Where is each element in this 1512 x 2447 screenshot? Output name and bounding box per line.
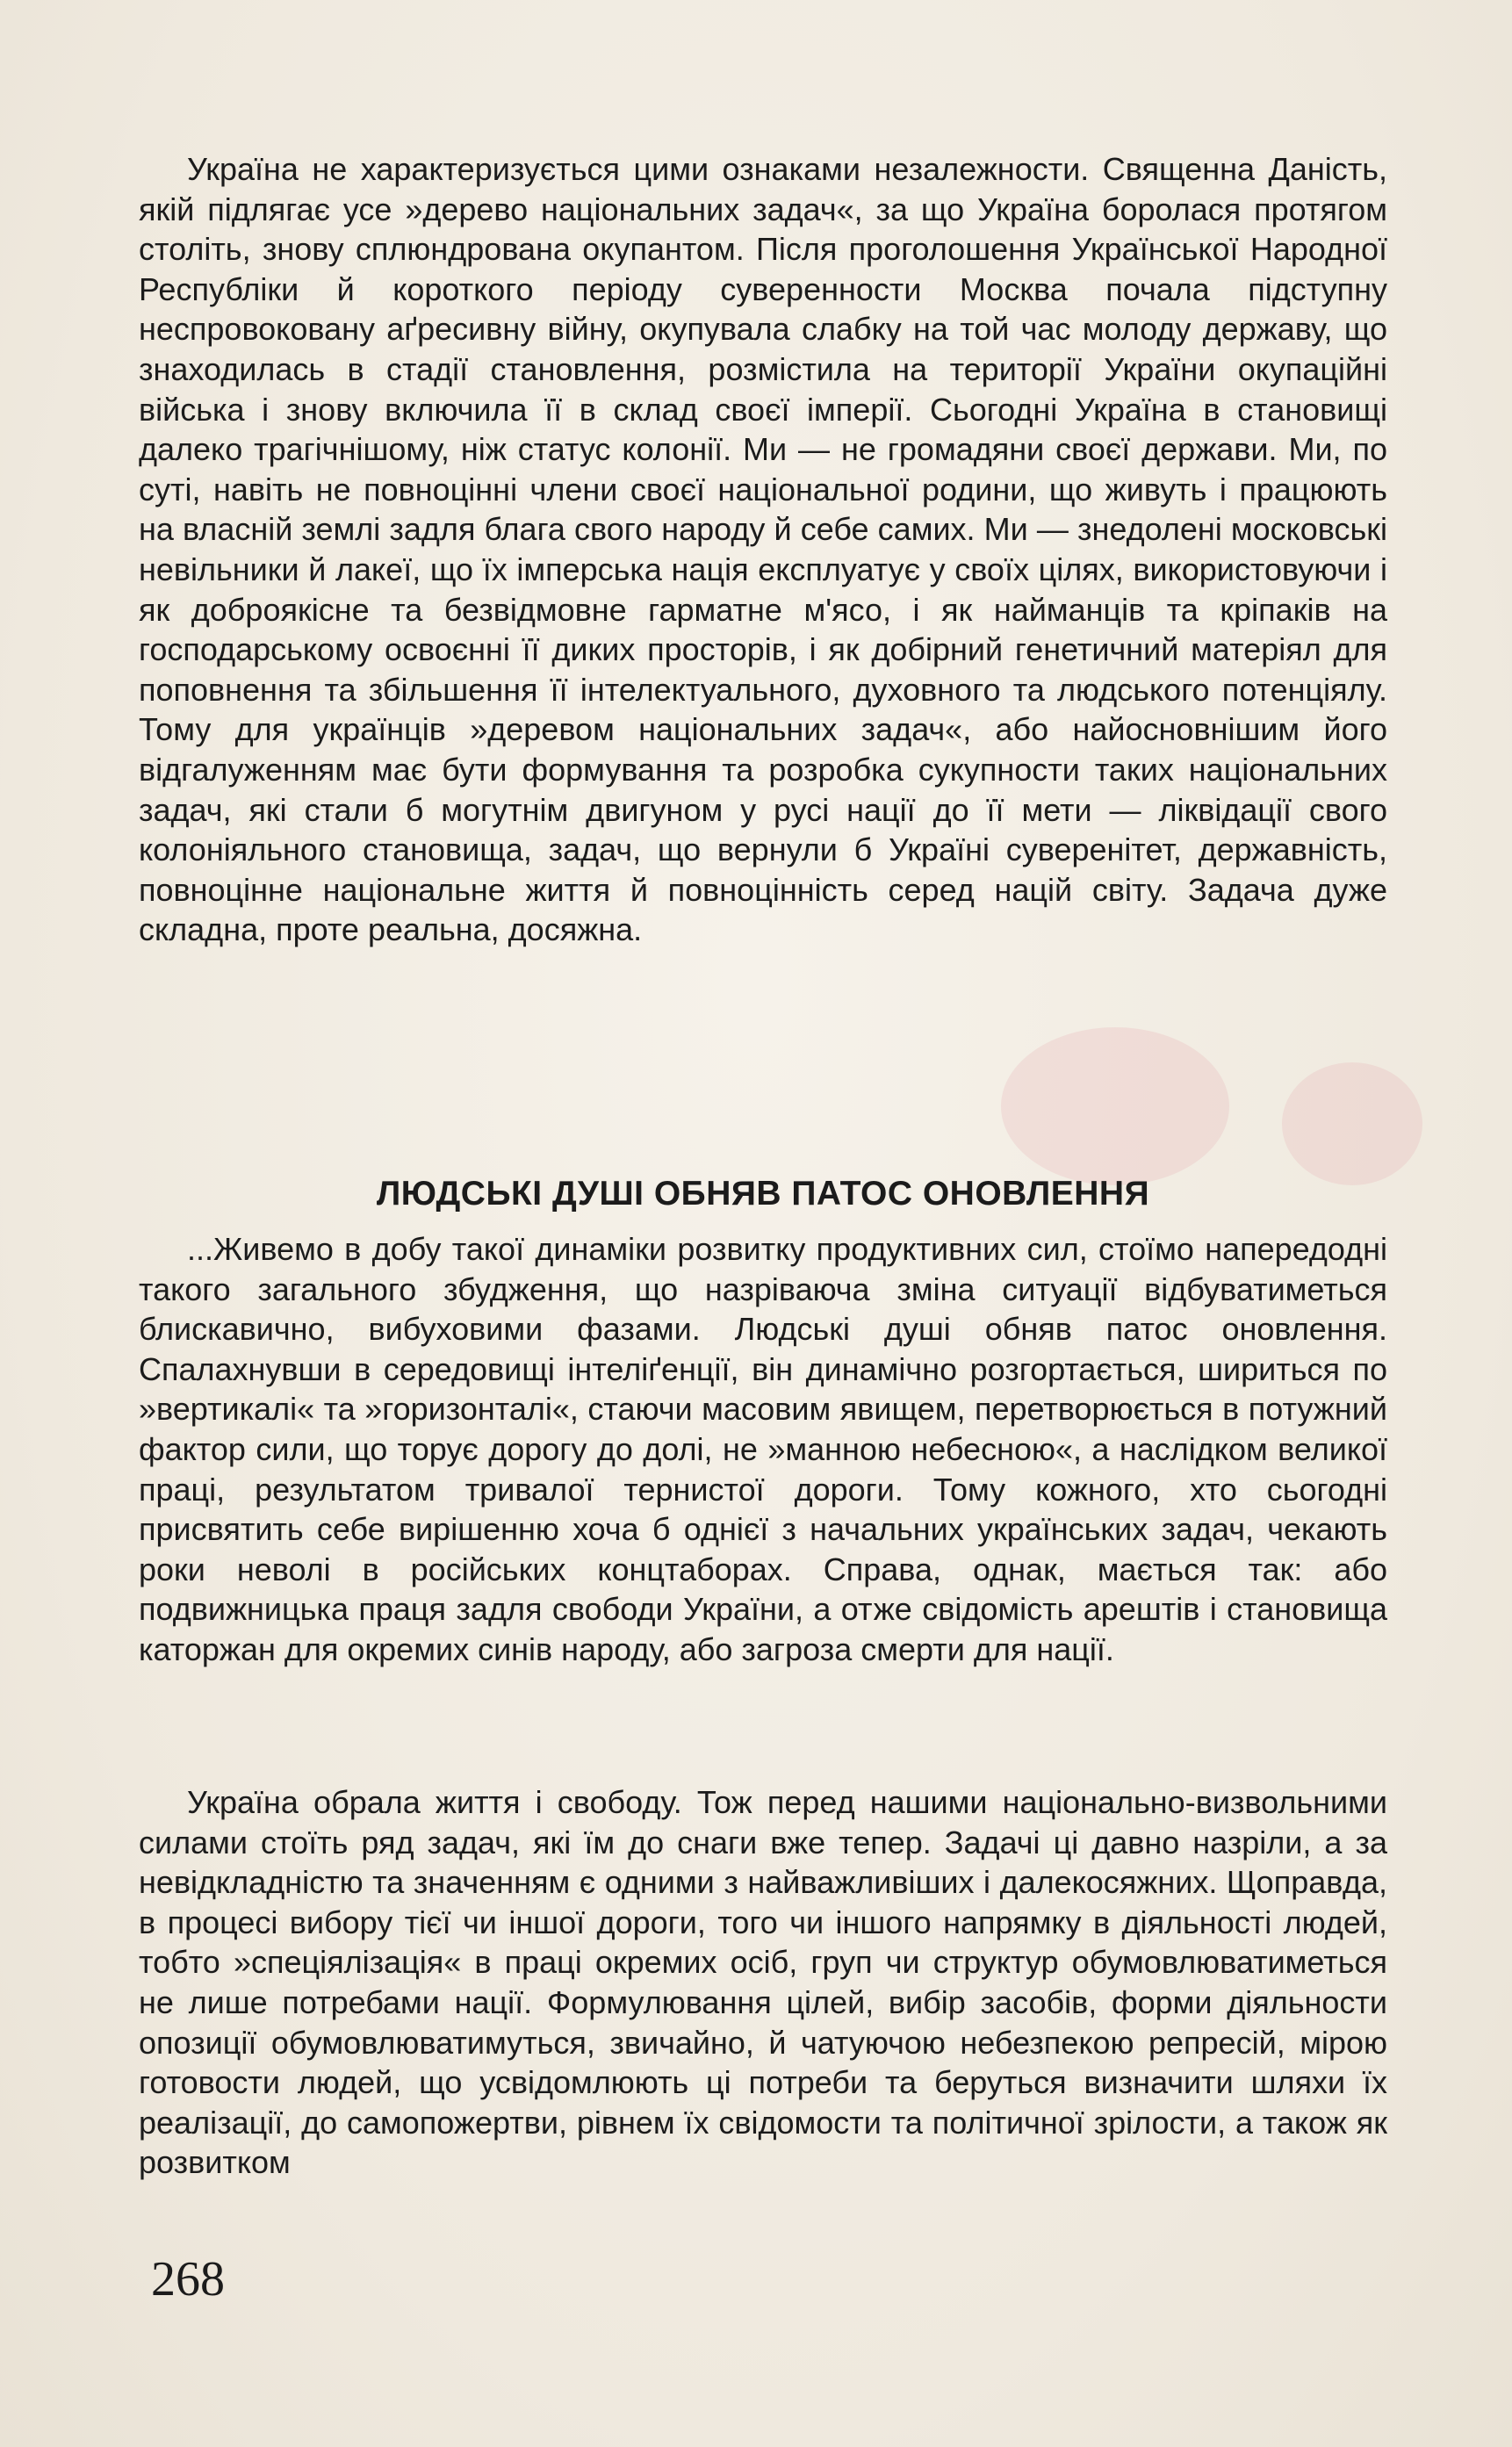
ink-stain [1001, 1027, 1229, 1185]
ink-stain [1282, 1062, 1422, 1185]
paragraph-renewal: ...Живемо в добу такої динаміки розвитку продуктивних сил, стоїмо напередодні такого загального збудження, що назріваюча зміна ситуації відбуватиметься блискавично, вибуховими фазами. Людські душі обняв патос оновлення. Спалахнувши в середовищі інтеліґенції, він динамічно розгортається, шириться по »вертикалі« та »горизонталі«, стаючи масовим явищем, перетворюється в потужний фактор сили, що торує дорогу до долі, не »манною небесною«, а наслідком великої праці, результатом тривалої тернистої дороги. Тому кожного, хто сьогодні присвятить себе вирішенню хоча б однієї з начальних українських задач, чекають роки неволі в російських концтаборах. Справа, однак, мається так: або подвижницька праця задля свободи України, а отже свідомість арештів і становища каторжан для окремих синів народу, або загроза смерти для нації. [139, 1231, 1387, 1667]
section-heading: ЛЮДСЬКІ ДУШІ ОБНЯВ ПАТОС ОНОВЛЕННЯ [376, 1175, 1150, 1213]
paragraph-choice: Україна обрала життя і свободу. Тож перед нашими національно-визвольними силами стоїть ряд задач, які їм до снаги вже тепер. Задачі ці давно назріли, а за невідкладністю та значенням є одними з найважливіших і далекосяжних. Щоправда, в процесі вибору тієї чи іншої дороги, того чи іншого напрямку в діяльності людей, тобто »спеціялізація« в праці окремих осіб, груп чи структур обумовлюватиметься не лише потребами нації. Формулювання цілей, вибір засобів, форми діяльности опозиції обумовлюватимуться, звичайно, й чатуючою небезпекою репресій, мірою готовости людей, що усвідомлюють ці потреби та беруться визначити шляхи їх реалізації, до самопожертви, рівнем їх свідомости та політичної зрілости, а також як розвитком [139, 1784, 1387, 2181]
page-number: 268 [151, 2252, 225, 2307]
paragraph-independence: Україна не характеризується цими ознаками незалежности. Священна Даність, якій підлягає усе »дерево національних задач«, за що Україна боролася протягом століть, знову сплюндрована окупантом. Після проголошення Української Народної Республіки й короткого періоду суверенности Москва почала підступну неспровоковану аґресивну війну, окупувала слабку на той час молоду державу, що знаходилась в стадії становлення, розмістила на території України окупаційні війська і знову включила її в склад своєї імперії. Сьогодні Україна в становищі далеко трагічнішому, ніж статус колонії. Ми — не громадяни своєї держави. Ми, по суті, навіть не повноцінні члени своєї національної родини, що живуть і працюють на власній землі задля блага свого народу й себе самих. Ми — знедолені московські невільники й лакеї, що їх імперська нація експлуатує у своїх цілях, використовуючи і як доброякісне та безвідмовне гарматне м'ясо, і як найманців та кріпаків на господарському освоєнні її диких просторів, і як добірний генетичний матеріял для поповнення та збільшення її інтелектуального, духовного та людського потенціялу. Тому для українців »деревом національних задач«, або найосновнішим його відгалуженням має бути формування та розробка сукупности таких національних задач, які стали б могутнім двигуном у русі нації до її мети — ліквідації свого колоніяльного становища, задач, що вернули б Україні суверенітет, державність, повноцінне національне життя й повноцінність серед націй світу. Задача дуже складна, проте реальна, досяжна. [139, 151, 1387, 948]
